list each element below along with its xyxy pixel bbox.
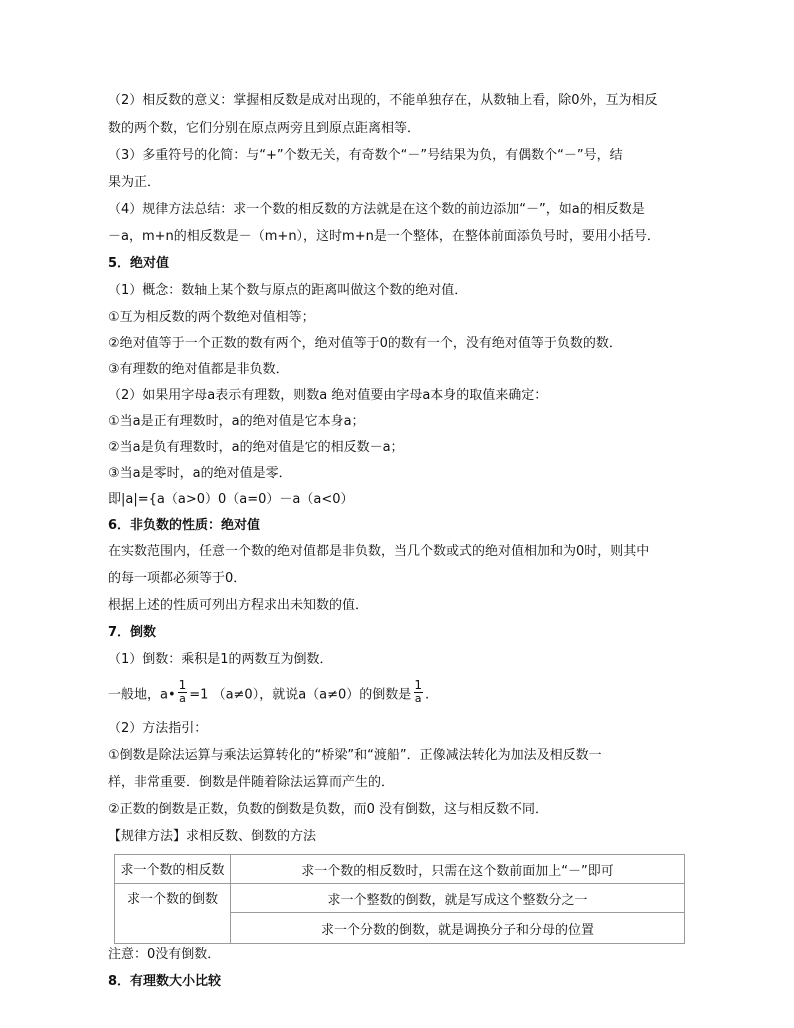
text-line: －a，m+n的相反数是－（m+n），这时m+n是一个整体，在整体前面添负号时，要用小括号． xyxy=(108,229,660,244)
text-line: （1）概念：数轴上某个数与原点的距离叫做这个数的绝对值． xyxy=(108,283,468,298)
section-heading-compare: 8．有理数大小比较 xyxy=(108,974,222,989)
text-line: 在实数范围内，任意一个数的绝对值都是非负数，当几个数或式的绝对值相加和为0时，则其中 xyxy=(108,544,650,559)
text-line: 样，非常重要．倒数是伴随着除法运算而产生的． xyxy=(108,775,395,790)
fraction-denominator: a xyxy=(414,692,422,705)
table-cell: 求一个数的相反数时，只需在这个数前面加上“－”即可 xyxy=(231,855,685,884)
section-heading-reciprocal: 7．倒数 xyxy=(108,625,157,640)
text-line: ②绝对值等于一个正数的数有两个，绝对值等于0的数有一个，没有绝对值等于负数的数． xyxy=(108,336,622,351)
text-line: （3）多重符号的化简：与“+”个数无关，有奇数个“－”号结果为负，有偶数个“－”号，结 xyxy=(108,148,623,163)
table-cell: 求一个整数的倒数，就是写成这个整数分之一 xyxy=(231,884,685,913)
text-line: 数的两个数，它们分别在原点两旁且到原点距离相等． xyxy=(108,121,421,136)
fraction-denominator: a xyxy=(179,692,186,705)
text-line: （1）倒数：乘积是1的两数互为倒数． xyxy=(108,652,333,667)
formula-part: . xyxy=(424,687,430,703)
table-cell xyxy=(115,855,231,884)
table-row xyxy=(115,855,685,884)
text-line: ③当a是零时，a的绝对值是零． xyxy=(108,466,292,481)
table-cell: 求一个分数的倒数，就是调换分子和分母的位置 xyxy=(231,913,685,944)
method-table xyxy=(114,854,685,944)
text-line: ①互为相反数的两个数绝对值相等； xyxy=(108,310,315,325)
text-line: ③有理数的绝对值都是非负数． xyxy=(108,362,289,377)
fraction xyxy=(178,679,188,705)
fraction xyxy=(413,679,423,705)
text-line: ②当a是负有理数时，a的绝对值是它的相反数－a； xyxy=(108,440,404,455)
formula-part: 一般地，a• xyxy=(108,687,176,703)
text-line: （4）规律方法总结：求一个数的相反数的方法就是在这个数的前边添加“－”，如a的相反数是 xyxy=(108,202,645,217)
formula-line-reciprocal xyxy=(108,678,430,708)
text-line: ①倒数是除法运算与乘法运算转化的“桥梁”和“渡船”．正像减法转化为加法及相反数一 xyxy=(108,748,602,763)
text-line: 根据上述的性质可列出方程求出未知数的值． xyxy=(108,598,369,613)
cell-text: 求一个数的倒数 xyxy=(126,892,218,907)
text-line: （2）相反数的意义：掌握相反数是成对出现的，不能单独存在，从数轴上看，除0外，互为相反 xyxy=(108,93,658,108)
text-line: （2）方法指引： xyxy=(108,721,208,736)
fraction-numerator: 1 xyxy=(414,678,422,692)
text-line: 果为正． xyxy=(108,175,161,190)
section-heading-absolute-value: 5．绝对值 xyxy=(108,256,170,271)
formula-line: 即|a|={a（a>0）0（a=0）－a（a<0） xyxy=(108,492,354,507)
text-line: ②正数的倒数是正数，负数的倒数是负数，而0 没有倒数，这与相反数不同． xyxy=(108,802,549,817)
formula-part: =1 （a≠0），就说a（a≠0）的倒数是 xyxy=(189,687,412,703)
text-line: 注意：0没有倒数． xyxy=(108,947,221,962)
section-heading-nonnegative: 6．非负数的性质：绝对值 xyxy=(108,518,261,533)
cell-text: 求一个数的相反数 xyxy=(120,863,225,878)
table-row xyxy=(115,884,685,913)
text-line: 【规律方法】求相反数、倒数的方法 xyxy=(108,829,317,844)
text-line: （2）如果用字母a表示有理数，则数a 绝对值要由字母a本身的取值来确定： xyxy=(108,388,548,403)
table-cell xyxy=(115,884,231,944)
fraction-numerator: 1 xyxy=(178,678,187,692)
text-line: ①当a是正有理数时，a的绝对值是它本身a； xyxy=(108,414,365,429)
text-line: 的每一项都必须等于0． xyxy=(108,571,247,586)
